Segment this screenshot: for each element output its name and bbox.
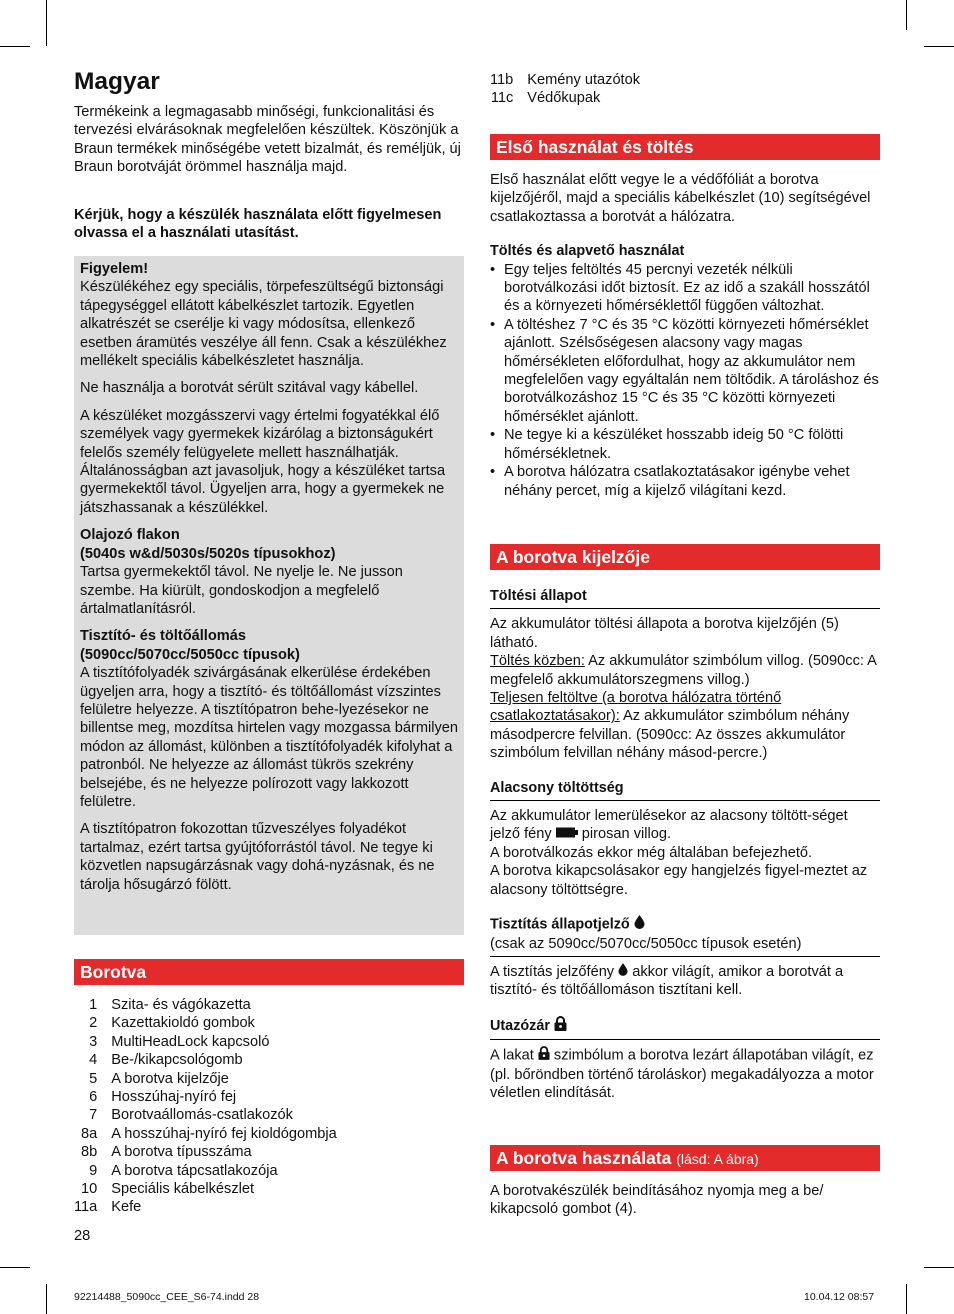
part-number: 4 <box>89 1052 98 1069</box>
padlock-icon <box>554 1016 567 1036</box>
part-number: 11a <box>74 1199 98 1216</box>
part-number: 8a <box>81 1125 98 1142</box>
clean-text-part: A tisztítás jelzőfény <box>490 964 615 981</box>
list-item: • Egy teljes feltöltés 45 percnyi vezeték nélküli borotválkozási időt biztosít. Ez az idő a szakáll hosszától és a környezeti hőmérséklettől függően változhat. <box>490 261 880 316</box>
low-charge-heading: Alacsony töltöttség <box>490 779 880 801</box>
usage-heading-note: (lásd: A ábra) <box>676 1151 759 1167</box>
charging-text <box>490 652 880 689</box>
section-heading-first-use: Első használat és töltés <box>490 134 880 160</box>
list-item: • Ne tegye ki a készüléket hosszabb ideig 50 °C fölötti hőmérsékletnek. <box>490 426 880 463</box>
clean-indicator-note: (csak az 5090cc/5070cc/5050cc típusok esetén) <box>490 935 880 957</box>
part-number: 7 <box>89 1107 98 1124</box>
drop-icon <box>634 915 645 934</box>
parts-list-continued <box>490 71 880 108</box>
display-section <box>490 544 880 1102</box>
crop-mark <box>46 0 47 46</box>
parts-list-item <box>74 1070 464 1088</box>
first-use-section <box>490 134 880 500</box>
page-title: Magyar <box>74 68 160 95</box>
charge-state-text: Az akkumulátor töltési állapota a borotva kijelzőjén (5) látható. <box>490 616 839 651</box>
clean-indicator-heading <box>490 915 880 934</box>
section-heading-usage <box>490 1145 880 1171</box>
oil-heading: Olajozó flakon <box>80 527 180 544</box>
part-label: Speciális kábelkészlet <box>111 1181 255 1198</box>
part-label: A hosszúhaj-nyíró fej kioldógombja <box>111 1125 337 1142</box>
part-number: 1 <box>89 997 98 1013</box>
oil-heading-models: (5040s w&d/5030s/5020s típusokhoz) <box>80 545 336 562</box>
crop-mark <box>924 46 954 47</box>
part-label: Be-/kikapcsológomb <box>111 1052 243 1069</box>
part-label: Kazettakioldó gombok <box>111 1015 255 1032</box>
crop-mark <box>924 1267 954 1268</box>
part-label: A borotva típusszáma <box>111 1144 252 1161</box>
part-number: 8b <box>81 1144 98 1161</box>
parts-list-item <box>74 1180 464 1198</box>
usage-text: A borotvakészülék beindításához nyomja meg a be/ kikapcsoló gombot (4). <box>490 1183 824 1218</box>
charge-state-heading: Töltési állapot <box>490 587 880 609</box>
warning-paragraph: Ne használja a borotvát sérült szitával vagy kábellel. <box>80 380 419 397</box>
part-label: Borotvaállomás-csatlakozók <box>111 1107 293 1124</box>
part-number: 5 <box>89 1070 98 1087</box>
clean-indicator-text <box>490 963 880 1000</box>
station-heading-models: (5090cc/5070cc/5050cc típusok) <box>80 646 300 663</box>
warning-paragraph: A készüléket mozgásszervi vagy értelmi fogyatékkal élő személyek vagy gyermekek kizárólag a biztonságukért felelős személy felügyelete mellett használhatják. Általánosságban azt javasoljuk, hogy a készüléket tartsa gyermekektől távol. Ügyeljen arra, hogy a gyermekek ne játszhassanak a készülékkel. <box>80 407 446 516</box>
usage-heading-label: A borotva használata <box>496 1148 672 1168</box>
charging-basic-heading: Töltés és alapvető használat <box>490 243 685 260</box>
footer-file-info: 92214488_5090cc_CEE_S6-74.indd 28 <box>74 1291 260 1303</box>
full-label-line1: Teljesen feltöltve (a borotva hálózatra történő <box>490 690 782 707</box>
station-text: A tisztítófolyadék szivárgásának elkerülése érdekében ügyeljen arra, hogy a tisztító- és töltőállomást vízszintes felületre helyezze. A tisztítópatron behe-lyezésekor ne billentse meg, mozdítsa hirtelen vagy mozgassa bármilyen módon az állomást, különben a tisztítófolyadék kifolyhat a patronból. Ne helyezze az állomást tükrös szekrény belsejébe, és ne helyezze polírozott vagy lakkozott felületre. <box>80 665 458 810</box>
full-charge-text <box>490 689 880 763</box>
clean-text-part: akkor világít, amikor a borotvát a tisztító- és töltőállomáson tisztítani kell. <box>490 964 844 999</box>
parts-list-item <box>74 1088 464 1106</box>
borotva-section <box>74 959 464 1217</box>
parts-list-item <box>74 1051 464 1069</box>
lock-text-part: szimbólum a borotva lezárt állapotában világít, ez (pl. bőröndben történő tároláskor) megakadályozza a motor véletlen elindítását. <box>490 1047 874 1102</box>
parts-list <box>74 996 464 1217</box>
parts-list-item <box>490 89 880 107</box>
full-desc: Az akkumulátor szimbólum néhány másodpercre felvillan. (5090cc: Az összes akkumulátor szimbólum felvillan néhány másod-percre.) <box>490 708 850 762</box>
low-text-part: A borotva kikapcsolásakor egy hangjelzés figyel-meztet az alacsony töltöttségre. <box>490 863 868 898</box>
page-number: 28 <box>74 1228 91 1244</box>
crop-mark <box>46 1284 47 1314</box>
parts-list-item <box>490 71 880 89</box>
crop-mark <box>0 46 30 47</box>
parts-list-item <box>74 1162 464 1180</box>
part-number: 10 <box>81 1181 98 1198</box>
parts-list-item <box>74 1125 464 1143</box>
low-text-part: A borotválkozás ekkor még általában befejezhető. <box>490 844 813 861</box>
parts-list-item <box>74 1106 464 1124</box>
crop-mark <box>0 1267 30 1268</box>
list-item: • A töltéshez 7 °C és 35 °C közötti környezeti hőmérséklet ajánlott. Szélsőségesen alacsony vagy magas hőmérsékleten előfordulhat, hogy az akkumulátor nem megfelelően vagy egyáltalán nem töltődik. A tároláshoz és borotválkozáshoz 15 °C és 35 °C közötti környezeti hőmérséklet ajánlott. <box>490 316 880 426</box>
part-number: 11b <box>490 72 514 88</box>
clean-heading-label: Tisztítás állapotjelző <box>490 916 630 933</box>
station-heading: Tisztító- és töltőállomás <box>80 628 246 645</box>
oil-text: Tartsa gyermekektől távol. Ne nyelje le. Ne jusson szembe. Ha kiürült, gondoskodjon a megfelelő ártalmatlanításról. <box>80 564 403 617</box>
part-label: A borotva kijelzője <box>111 1070 229 1087</box>
list-item: • A borotva hálózatra csatlakoztatásakor igénybe vehet néhány percet, míg a kijelző világítani kezd. <box>490 463 880 500</box>
crop-mark <box>906 1284 907 1314</box>
lock-heading-label: Utazózár <box>490 1017 550 1034</box>
part-label: Védőkupak <box>527 90 601 107</box>
charging-label: Töltés közben: <box>490 653 585 670</box>
footer-timestamp: 10.04.12 08:57 <box>804 1291 875 1303</box>
travel-lock-text <box>490 1046 880 1102</box>
part-label: Kemény utazótok <box>527 72 641 88</box>
part-label: Hosszúhaj-nyíró fej <box>111 1089 237 1106</box>
drop-icon <box>618 963 628 981</box>
part-label: MultiHeadLock kapcsoló <box>111 1033 270 1050</box>
part-number: 11c <box>490 90 514 107</box>
parts-list-item <box>74 1143 464 1161</box>
battery-low-icon <box>556 825 578 843</box>
part-label: A borotva tápcsatlakozója <box>111 1162 278 1179</box>
warning-box <box>74 256 464 935</box>
warning-paragraph-last: A tisztítópatron fokozottan tűzveszélyes folyadékot tartalmaz, ezért tartsa gyújtóforrástól távol. Ne tegye ki közvetlen napsugárzásnak vagy dohá-nyzásnak, és ne tárolja hősugárzó fölött. <box>80 821 435 893</box>
section-heading-borotva: Borotva <box>74 959 464 985</box>
low-text-part: pirosan villog. <box>577 826 672 843</box>
part-label: Szita- és vágókazetta <box>111 997 251 1013</box>
charging-desc: Az akkumulátor szimbólum villog. (5090cc: A megfelelő akkumulátorszegmens villog.) <box>490 653 877 688</box>
crop-mark <box>906 0 907 30</box>
padlock-icon <box>538 1046 550 1065</box>
part-label: Kefe <box>111 1199 142 1216</box>
intro-bold: Kérjük, hogy a készülék használata előtt figyelmesen olvassa el a használati utasítást. <box>74 207 442 242</box>
low-charge-text <box>490 807 880 899</box>
intro-text: Termékeink a legmagasabb minőségi, funkcionalitási és tervezési elvárásoknak megfelelően készültek. Köszönjük a Braun termékek minőségébe vetett bizalmát, és reméljük, új Braun borotváját örömmel használja majd. <box>74 104 461 176</box>
parts-list-item <box>74 996 464 1014</box>
part-number: 6 <box>89 1089 98 1106</box>
lock-text-part: A lakat <box>490 1047 534 1064</box>
part-number: 3 <box>89 1033 98 1050</box>
warning-paragraph: Készülékéhez egy speciális, törpefeszültségű biztonsági tápegységgel ellátott kábelkészlet tartozik. Egyetlen alkatrészét se cserélje ki vagy módosítsa, ellenkező esetben áramütés veszélye áll fenn. Csak a készülékhez mellékelt speciális kábelkészletet használja. <box>80 279 447 370</box>
parts-list-item <box>74 1014 464 1032</box>
part-number: 9 <box>89 1162 98 1179</box>
first-use-text: Első használat előtt vegye le a védőfóliát a borotva kijelzőjéről, majd a speciális kábelkészlet (10) segítségével csatlakoztassa a borotvát a hálózatra. <box>490 172 871 225</box>
travel-lock-heading <box>490 1016 880 1040</box>
low-text-part: Az akkumulátor lemerülésekor az alacsony töltött-séget jelző fény <box>490 808 848 843</box>
charging-bullets <box>490 261 880 500</box>
warning-heading: Figyelem! <box>80 261 149 277</box>
parts-list-item <box>74 1198 464 1216</box>
full-label-line2: csatlakoztatásakor): <box>490 708 620 725</box>
section-heading-display: A borotva kijelzője <box>490 544 880 570</box>
part-number: 2 <box>89 1015 98 1032</box>
usage-section <box>490 1145 880 1219</box>
parts-list-item <box>74 1033 464 1051</box>
